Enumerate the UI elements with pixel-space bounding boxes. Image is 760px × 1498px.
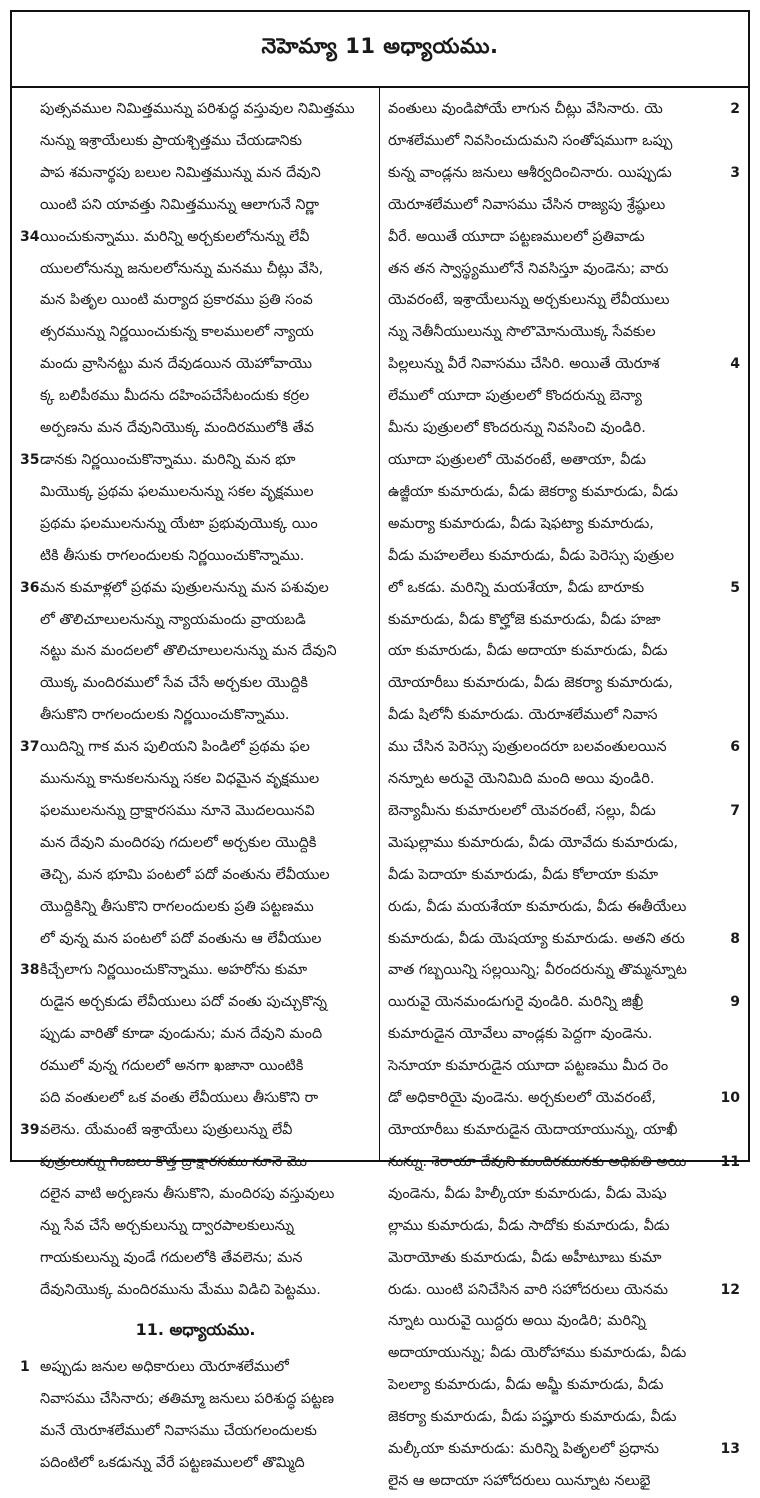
verse-text: నివాసము చేసినారు; తతిమ్మా జనులు పరిశుద్ధ పట్టణ <box>40 1391 335 1408</box>
text-line <box>20 1147 371 1179</box>
verse-text: తన తన స్వాస్థ్యములోనే నివసిస్తూ వుండెను; వారు <box>388 260 669 277</box>
text-line <box>388 126 740 158</box>
verse-text: పెలల్యా కుమారుడు, వీడు అమ్జీ కుమారుడు, వీడు <box>388 1377 664 1394</box>
verse-text: మన పితృల యింటి మర్యాద ప్రకారము ప్రతి సంవ <box>40 292 313 309</box>
verse-text: జెకర్యా కుమారుడు, వీడు పష్హూరు కుమారుడు, వీడు <box>388 1409 677 1426</box>
verse-text: సెనూయా కుమారుడైన యూదా పట్టణము మీద రెం <box>388 1058 669 1075</box>
verse-text: త్సరమున్ను నిర్ణయించుకున్న కాలములలో న్యాయ <box>40 324 314 341</box>
verse-text: కుమారుడు, వీడు యెషయ్యా కుమారుడు. అతని తరు <box>388 930 685 947</box>
text-line <box>388 381 740 413</box>
text-line <box>20 285 371 317</box>
verse-number: 9 <box>730 994 740 1011</box>
verse-text: వీడు షిలోనీ కుమారుడు. యెరూశలేములో నివాస <box>388 707 658 724</box>
text-line <box>20 892 371 924</box>
verse-text: కున్న వాండ్లను జనులు ఆశీర్వదించినారు. యిప్పుడు <box>388 164 672 181</box>
text-line <box>388 349 740 381</box>
verse-number: 2 <box>730 101 740 117</box>
verse-number: 7 <box>730 802 740 819</box>
text-line <box>20 987 371 1019</box>
verse-text: యెవరంటే, ఇశ్రాయేలున్ను అర్చకులున్ను లేవీయులు <box>388 292 670 309</box>
verse-number: 6 <box>730 739 740 756</box>
verse-text: లో వున్న మన పంటలో పదో వంతును ఆ లేవీయుల <box>40 930 322 947</box>
verse-text: యింటి పని యావత్తు నిమిత్తమున్ను ఆలాగునే నిర్ణా <box>40 196 319 213</box>
verse-number: 37 <box>20 739 40 756</box>
text-line <box>20 254 371 286</box>
text-line <box>388 764 740 796</box>
text-line <box>388 892 740 924</box>
text-line <box>20 860 371 892</box>
verse-text: ఫలములనున్ను ద్రాక్షారసము నూనె మొదలయినవి <box>40 802 315 819</box>
text-line <box>20 1051 371 1083</box>
verse-text: మల్కీయా కుమారుడు: మరిన్ని పితృలలో ప్రధాను <box>388 1441 659 1458</box>
verse-text: మియొక్క ప్రథమ ఫలములనున్ను సకల వృక్షముల <box>40 483 314 500</box>
verse-text: లో ఒకడు. మరిన్ని మయశేయా, వీడు బారూకు <box>388 579 645 596</box>
text-line <box>20 158 371 190</box>
text-line <box>20 732 371 764</box>
verse-text: యించుకున్నాము. మరిన్ని అర్చకులలోనున్ను లేవీ <box>40 228 310 245</box>
verse-text: క్క బలిపీఠము మీదను దహింపచేసేటందుకు కర్రల <box>40 388 310 405</box>
text-line <box>388 1275 740 1307</box>
verse-number: 12 <box>720 1281 740 1298</box>
verse-text: రుడు, వీడు మయశేయా కుమారుడు, వీడు ఈతీయేలు <box>388 898 687 915</box>
verse-number: 11 <box>720 1153 740 1170</box>
verse-text: యిదిన్ని గాక మన పులియని పిండిలో ప్రథమ ఫల <box>40 739 310 756</box>
text-line <box>20 955 371 987</box>
text-line <box>20 1352 371 1384</box>
verse-text: వాత గబ్బయిన్ని సల్లయిన్ని; వీరందరున్ను తొమ్మన్నూట <box>388 962 687 979</box>
text-line <box>388 1051 740 1083</box>
text-line <box>388 732 740 764</box>
text-line <box>20 190 371 222</box>
text-line <box>388 1211 740 1243</box>
text-line <box>20 1243 371 1275</box>
text-line <box>388 1306 740 1338</box>
verse-text: నన్నూట అరువై యెనిమిది మంది అయి వుండిరి. <box>388 771 655 788</box>
verse-text: టికి తీసుకు రాగలందులకు నిర్ణయించుకొన్నాము. <box>40 547 305 564</box>
verse-text: తీసుకొని రాగలందులకు నిర్ణయించుకొన్నాము. <box>40 707 290 724</box>
text-line <box>20 509 371 541</box>
text-line <box>388 1402 740 1434</box>
text-line <box>20 700 371 732</box>
text-columns <box>12 88 748 1489</box>
verse-text: ఉజ్జీయా కుమారుడు, వీడు జెకర్యా కుమారుడు, వీడు <box>388 483 678 500</box>
text-line <box>20 1448 371 1480</box>
verse-text: బెన్యామీను కుమారులలో యెవరంటే, సల్లు, వీడు <box>388 802 656 819</box>
text-line <box>20 1211 371 1243</box>
text-line <box>20 413 371 445</box>
verse-text: యొక్క మందిరములో సేవ చేసే అర్చకుల యొద్దికి <box>40 675 308 692</box>
verse-text: యిరువై యెనమండుగురై వుండిరి. మరిన్ని జిఖ్రీ <box>388 994 644 1011</box>
verse-text: మన కుమాళ్లలో ప్రథమ పుత్రులనున్ను మన పశువుల <box>40 579 329 596</box>
text-line <box>388 1147 740 1179</box>
text-line <box>20 349 371 381</box>
text-line <box>20 764 371 796</box>
verse-text: యెరూశలేములో నివాసము చేసిన రాజ్యపు శ్రేష్ఠులు <box>388 196 666 213</box>
verse-text: యా కుమారుడు, వీడు అదాయా కుమారుడు, వీడు <box>388 643 668 660</box>
verse-text: మెరాయోతు కుమారుడు, వీడు అహీటూబు కుమా <box>388 1249 662 1266</box>
verse-number: 35 <box>20 451 40 468</box>
verse-text: వంతులు వుండిపోయే లాగున చీట్లు వేసినారు. యె <box>388 101 663 117</box>
verse-text: వీరే. అయితే యూదా పట్టణములలో ప్రతివాడు <box>388 228 645 245</box>
verse-text: తెచ్చి, మన భూమి పంటలో పదో వంతును లేవీయుల <box>40 866 330 883</box>
text-line <box>388 924 740 956</box>
verse-text: పది వంతులలో ఒక వంతు లేవీయులు తీసుకొని రా <box>40 1090 319 1107</box>
verse-text: పుత్సవముల నిమిత్తమున్ను పరిశుద్ధ వస్తువుల నిమిత్తము <box>40 101 355 117</box>
text-line <box>20 445 371 477</box>
right-column <box>380 88 748 1489</box>
text-line <box>388 955 740 987</box>
verse-number: 8 <box>730 930 740 947</box>
verse-text: యోయారీబు కుమారుడు, వీడు జెకర్యా కుమారుడు, <box>388 675 673 692</box>
text-line <box>20 924 371 956</box>
text-line <box>388 860 740 892</box>
text-line <box>20 477 371 509</box>
verse-number: 4 <box>730 356 740 373</box>
verse-text: పిల్లలున్ను వీరే నివాసము చేసిరి. అయితే యెరూశ <box>388 356 660 373</box>
verse-text: దేవునియొక్క మందిరమును మేము విడిచి పెట్టము. <box>40 1281 321 1298</box>
verse-text: ప్రథమ ఫలములనున్ను యేటా ప్రభువుయొక్క యిం <box>40 515 318 532</box>
verse-number: 10 <box>720 1090 740 1107</box>
chapter-heading: 11. అధ్యాయము. <box>135 1320 256 1340</box>
text-line <box>388 668 740 700</box>
verse-text: నున్ను. శెరాయా దేవుని మందిరమునకు అధిపతి అయి <box>388 1153 687 1170</box>
text-line <box>388 1466 740 1498</box>
verse-text: వుండెను, వీడు హిల్కీయా కుమారుడు, వీడు మెషు <box>388 1185 667 1202</box>
verse-text: డో అధికారియై వుండెను. అర్చకులలో యెవరంటే, <box>388 1090 656 1107</box>
text-line <box>388 509 740 541</box>
verse-text: దలైన వాటి అర్పణను తీసుకొని, మందిరపు వస్తువులు <box>40 1185 335 1202</box>
verse-text: డానకు నిర్ణయించుకొన్నాము. మరిన్ని మన భూ <box>40 451 296 468</box>
text-line <box>388 94 740 126</box>
verse-number: 1 <box>20 1359 30 1376</box>
verse-text: రములో వున్న గదులలో అనగా ఖజానా యింటికి <box>40 1058 304 1075</box>
verse-number: 5 <box>730 579 740 596</box>
text-line <box>388 190 740 222</box>
verse-number: 39 <box>20 1122 40 1138</box>
text-line <box>388 158 740 190</box>
text-line <box>20 94 371 126</box>
text-line <box>20 317 371 349</box>
text-line <box>388 541 740 573</box>
text-line <box>388 828 740 860</box>
verse-text: మనే యెరూశలేములో నివాసము చేయగలందులకు <box>40 1423 317 1440</box>
text-line <box>388 222 740 254</box>
verse-text: ల్లాము కుమారుడు, వీడు సాదోకు కుమారుడు, వీడు <box>388 1217 670 1234</box>
verse-text: పదింటిలో ఒకడున్ను వేరే పట్టణములలో తొమ్మిది <box>40 1455 305 1472</box>
verse-text: ప్పుడు వారితో కూడా వుండును; మన దేవుని మంది <box>40 1026 323 1043</box>
verse-text: లేములో యూదా పుత్రులలో కొందరున్ను బెన్యా <box>388 388 642 405</box>
verse-text: మెషుల్లాము కుమారుడు, వీడు యోవేదు కుమారుడు, <box>388 834 679 851</box>
text-line <box>388 477 740 509</box>
text-line <box>388 1115 740 1147</box>
text-line <box>388 1338 740 1370</box>
text-line <box>20 1384 371 1416</box>
verse-text: మందు వ్రాసినట్టు మన దేవుడయిన యెహోవాయొ <box>40 356 313 373</box>
text-line <box>388 1370 740 1402</box>
verse-text: న్ను సేవ చేసే అర్చకులున్ను ద్వారపాలకులున్ను <box>40 1217 295 1234</box>
text-line <box>20 1179 371 1211</box>
verse-text: కుమారుడు, వీడు కొల్హోజె కుమారుడు, వీడు హజా <box>388 611 661 628</box>
verse-number: 38 <box>20 962 40 979</box>
text-line <box>20 1115 371 1147</box>
text-line <box>388 285 740 317</box>
text-line <box>20 541 371 573</box>
verse-text: రుడైన అర్చకుడు లేవీయులు పదో వంతు పుచ్చుకొన్న <box>40 994 328 1011</box>
verse-text: వీడు పెదాయా కుమారుడు, వీడు కోలాయా కుమా <box>388 866 659 883</box>
text-line <box>20 126 371 158</box>
verse-text: యొద్దికిన్ని తీసుకొని రాగలందులకు ప్రతి పట్టణము <box>40 898 314 915</box>
text-line <box>388 796 740 828</box>
verse-text: గాయకులున్ను వుండే గదులలోకి తేవలెను; మన <box>40 1249 303 1266</box>
verse-number: 13 <box>720 1441 740 1458</box>
verse-text: న్ను నెతీనీయులున్ను సొలొమోనుయొక్క సేవకుల <box>388 324 656 341</box>
text-line <box>388 1179 740 1211</box>
text-line <box>388 1434 740 1466</box>
text-line <box>20 605 371 637</box>
verse-number: 36 <box>20 579 40 596</box>
text-line <box>388 1243 740 1275</box>
left-column <box>12 88 380 1472</box>
text-line <box>20 1083 371 1115</box>
verse-text: వలెను. యేమంటే ఇశ్రాయేలు పుత్రులున్ను లేవీ <box>40 1122 293 1138</box>
verse-text: కిచ్చేలాగు నిర్ణయించుకొన్నాము. అహరోను కుమా <box>40 962 308 979</box>
verse-text: యులలోనున్ను జనులలోనున్ను మనము చీట్లు వేసి, <box>40 260 324 277</box>
text-line <box>20 1275 371 1307</box>
verse-text: అదాయాయున్ను; వీడు యెరోహాము కుమారుడు, వీడు <box>388 1345 687 1362</box>
verse-text: రుడు. యింటి పనిచేసిన వారి సహోదరులు యెనమ <box>388 1281 668 1298</box>
text-line <box>20 381 371 413</box>
verse-text: నున్ను ఇశ్రాయేలుకు ప్రాయశ్చిత్తము చేయడానికు <box>40 132 303 149</box>
text-line <box>388 636 740 668</box>
verse-text: మన దేవుని మందిరపు గదులలో అర్చకుల యొద్దికి <box>40 834 317 851</box>
text-line <box>388 987 740 1019</box>
verse-text: న్నూట యిరువై యిద్దరు అయి వుండిరి; మరిన్ని <box>388 1313 646 1330</box>
text-line <box>20 1019 371 1051</box>
verse-text: పాప శమనార్థపు బలుల నిమిత్తమున్ను మన దేవుని <box>40 164 321 181</box>
verse-text: అర్పణను మన దేవునియొక్క మందిరములోకి తేవ <box>40 420 315 437</box>
text-line <box>20 796 371 828</box>
text-line <box>20 636 371 668</box>
page-header <box>12 12 748 88</box>
verse-text: లైన ఆ అదాయా సహోదరులు యిన్నూట నలుభై <box>388 1472 651 1489</box>
verse-text: మునున్ను కానుకలనున్ను సకల విధమైన వృక్షముల <box>40 771 320 788</box>
verse-text: యూదా పుత్రులలో యెవరంటే, అతాయా, వీడు <box>388 451 646 468</box>
verse-text: వీడు మహలలేలు కుమారుడు, వీడు పెరెస్సు పుత్రుల <box>388 547 675 564</box>
text-line <box>388 317 740 349</box>
text-line <box>388 605 740 637</box>
text-line <box>388 254 740 286</box>
verse-text: నట్టు మన మందలలో తొలిచూలులనున్ను మన దేవుని <box>40 643 337 660</box>
verse-number: 34 <box>20 228 40 245</box>
text-line <box>20 828 371 860</box>
text-line <box>388 445 740 477</box>
verse-text: కుమారుడైన యోవేలు వాండ్లకు పెద్దగా వుండెను. <box>388 1026 653 1043</box>
text-line <box>388 573 740 605</box>
verse-text: యోయారీబు కుమారుడైన యెదాయాయున్ను, యాఖీ <box>388 1122 678 1138</box>
text-line <box>388 1019 740 1051</box>
text-line <box>388 413 740 445</box>
verse-text: ము చేసిన పెరెస్సు పుత్రులందరూ బలవంతులయిన <box>388 739 667 756</box>
verse-text: అప్పుడు జనుల అధికారులు యెరూశలేములో <box>40 1359 289 1376</box>
verse-text: అమర్యా కుమారుడు, వీడు షెఫట్యా కుమారుడు, <box>388 515 654 532</box>
verse-text: పుత్రులున్ను గింజలు కొత్త ద్రాక్షారసము నూనె మొ <box>40 1153 307 1170</box>
text-line <box>388 1083 740 1115</box>
verse-number: 3 <box>730 164 740 181</box>
page-title: నెహెమ్యా 11 అధ్యాయము. <box>261 34 499 58</box>
verse-text: లో తొలిచూలులనున్ను న్యాయమందు వ్రాయబడి <box>40 611 306 628</box>
verse-text: మీను పుత్రులలో కొందరున్ను నివసించి వుండిరి. <box>388 420 646 437</box>
text-line <box>388 700 740 732</box>
verse-text: రూశలేములో నివసించుదుమని సంతోషముగా ఒప్పు <box>388 132 673 149</box>
text-line <box>20 668 371 700</box>
text-line <box>20 1416 371 1448</box>
text-line <box>20 222 371 254</box>
text-line <box>20 573 371 605</box>
book-page <box>10 10 750 1489</box>
